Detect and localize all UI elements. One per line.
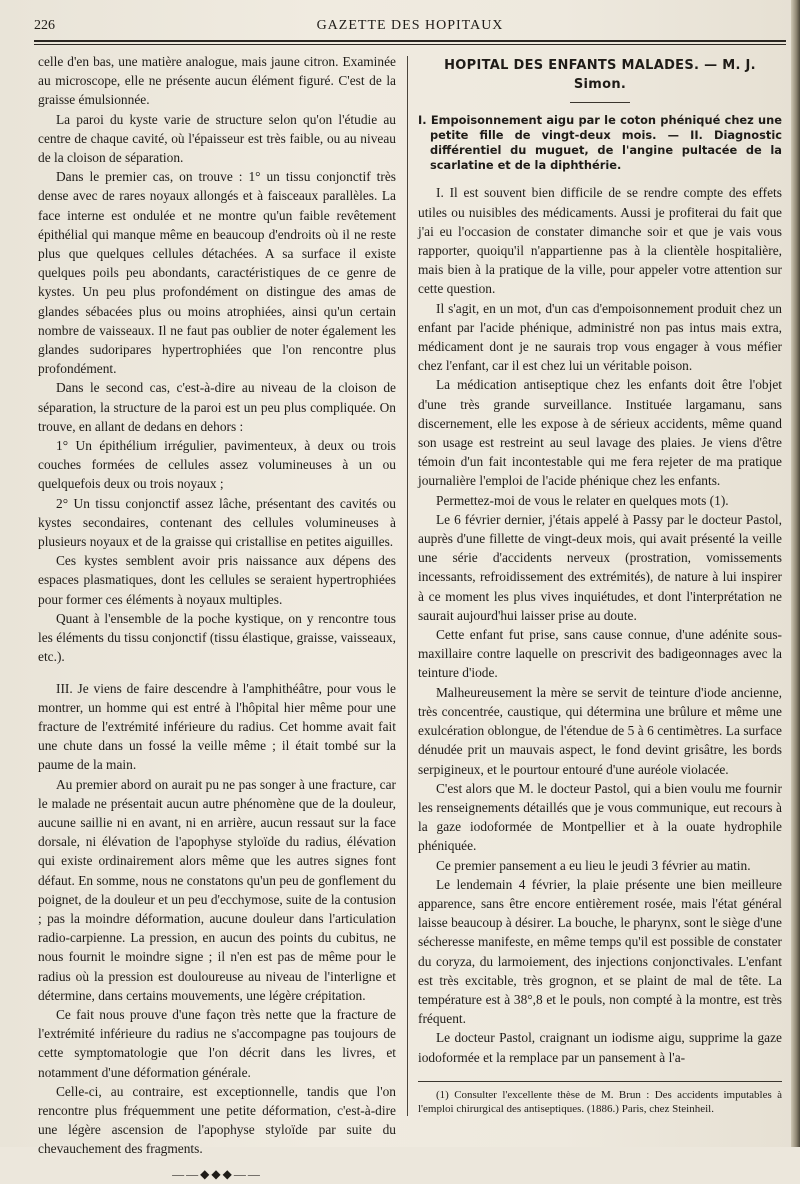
footnote-rule [418,1081,782,1082]
section-gap [38,667,396,679]
paragraph: Dans le second cas, c'est-à-dire au niveau de la cloison de séparation, la structure de la paroi est un peu plus compliquée. On trouve, en allant de dedans en dehors : [38,380,396,434]
column-divider [407,56,408,1116]
header-rule [34,40,786,42]
end-ornament: ——◆◆◆—— [172,1166,262,1181]
paragraph: Le lendemain 4 février, la plaie présente une bien meilleure apparence, sans être encore entièrement rosée, mais l'état général laisse beaucoup à désirer. La bouche, le pharynx, sont le siège d'une sécheresse manifeste, en même temps qu'il est possible de constater du coryza, du larmoiement, des injections conjonctivales. L'enfant est très excitable, très grognon, et se plaint de mal de tête. La température est à 38°,8 et le pouls, non compté à la montre, est très fréquent. [418,876,782,1027]
paragraph: Au premier abord on aurait pu ne pas songer à une fracture, car le malade ne présentait aucun autre phénomène que de la douleur, aucune saillie ni en avant, ni en arrière, aucun ressaut sur la face dorsale, ni élévation de l'apophyse styloïde du radius, élévation qui existe ordinairement alors même que les autres signes font défaut. En somme, nous ne constatons qu'un peu de gonflement du poignet, de la douleur et un peu d'ecchymose, suite de la contusion ; pas la moindre déformation, aucune douleur dans l'articulation radio-carpienne. La pression, en aucun des points du cubitus, ne nous fournit le moindre signe ; il n'en est pas de même pour le radius où la pression est douloureuse au niveau de l'interligne et détermine, dans certains mouvements, une légère crépitation. [38,776,396,1003]
paragraph: 1° Un épithélium irrégulier, pavimenteux, à deux ou trois couches formées de cellules assez volumineuses à un ou quelquefois deux ou trois noyaux ; [38,438,396,492]
footnote: (1) Consulter l'excellente thèse de M. Brun : Des accidents imputables à l'emploi chirurgical des antiseptiques. (1886.) Paris, chez Steinheil. [418,1088,782,1116]
paragraph: Malheureusement la mère se servit de teinture d'iode ancienne, très concentrée, caustique, qui détermina une brûlure et même une exulcération oblongue, de l'étendue de 5 à 6 centimètres. La surface dénudée prit un mauvais aspect, le fond devint grisâtre, les bords serpigineux, et le pourtour entouré d'une auréole violacée. [418,684,782,777]
page-edge-shadow [791,0,800,1147]
header-rule-thin [34,44,786,45]
article-summary: I. Empoisonnement aigu par le coton phéniqué chez une petite fille de vingt-deux mois. — II. Diagnostic différentiel du muguet, de l'angine pultacée de la scarlatine et de la diphthérie. [418,113,782,173]
page-number: 226 [34,18,55,33]
paragraph: III. Je viens de faire descendre à l'amphithéâtre, pour vous le montrer, un homme qui est entré à l'hôpital hier même pour une fracture de l'extrémité inférieure du radius. Cet homme avait fait une chute dans un fossé la veille même ; il était tombé sur la paume de la main. [38,680,396,773]
section-title: HOPITAL DES ENFANTS MALADES. — M. J. Simon. [444,58,756,93]
paragraph: Quant à l'ensemble de la poche kystique, on y rencontre tous les éléments du tissu conjonctif (tissu élastique, graisse, vaisseaux, etc.). [38,610,396,665]
paragraph: celle d'en bas, une matière analogue, mais jaune citron. Examinée au microscope, elle ne présente aucun élément figuré. C'est de la graisse émulsionnée. [38,54,396,108]
running-title: GAZETTE DES HOPITAUX [316,18,504,33]
paragraph: La médication antiseptique chez les enfants doit être l'objet d'une très grande surveillance. Instituée largamanu, sans discernement, elle les expose à de sérieux accidents, même quand son usage est restreint au seul lavage des plaies. Je viens d'être témoin d'un fait incontestable qui me fera rejeter de ma pratique journalière l'emploi de l'acide phénique chez les enfants. [418,377,782,489]
paragraph: Cette enfant fut prise, sans cause connue, d'une adénite sous-maxillaire contre laquelle on prescrivit des badigeonnages avec la teinture d'iode. [418,627,782,681]
paragraph: La paroi du kyste varie de structure selon qu'on l'étudie au centre de chaque cavité, où l'épaisseur est très faible, ou au niveau de la cloison de séparation. [38,111,396,166]
paragraph: Le 6 février dernier, j'étais appelé à Passy par le docteur Pastol, auprès d'une fillette de vingt-deux mois, qui avait présenté la veille une série d'accidents nerveux (prostration, vomissements incessants, refroidissement des extrémités), de nature à lui inspirer à ce moment les plus vives inquiétudes, et dont l'interprétation ne saurait aujourd'hui laisser prise au doute. [418,511,782,623]
paragraph: 2° Un tissu conjonctif assez lâche, présentant des cavités ou kystes secondaires, contenant des cellules volumineuses à plusieurs noyaux et de la graisse qui cristallise en petites aiguilles. [38,495,396,550]
paragraph: Ce premier pansement a eu lieu le jeudi 3 février au matin. [436,857,751,873]
paragraph: Dans le premier cas, on trouve : 1° un tissu conjonctif très dense avec de rares noyaux allongés et à faisceaux parallèles. La face interne est ondulée et ne montre qu'un faible revêtement épithélial qui manque même en beaucoup d'endroits où il ne reste plus que quelques cellules détachées. A sa surface il existe quelques poils peu abondants, caractéristiques de ce genre de kystes. Un peu plus profondément on distingue des amas de glandes sébacées plus ou moins atrophiées, ainsi qu'un certain nombre de vaisseaux. Il ne faut pas oublier de noter également les glandes sudoripares hypertrophiées que l'on rencontre plus profondément. [38,169,396,377]
paragraph: Le docteur Pastol, craignant un iodisme aigu, supprime la gaze iodoformée et la remplace par un pansement à l'a- [418,1030,782,1065]
page-header [34,14,786,38]
left-column [38,52,396,1184]
paragraph: I. Il est souvent bien difficile de se rendre compte des effets utiles ou nuisibles des médicaments. Aussi je profiterai du fait que j'ai eu l'occasion de constater dimanche soir et que je vais vous rapporter, quoiqu'il n'appartienne pas à la clientèle hospitalière, mais bien à la pratique de la ville, pour appeler votre attention sur cette question. [418,185,782,297]
right-column [418,52,782,1117]
paragraph: Ces kystes semblent avoir pris naissance aux dépens des espaces plasmatiques, dont les cellules se seraient hypertrophiées pour former ces éléments à noyaux multiples. [38,553,396,607]
paragraph: C'est alors que M. le docteur Pastol, qui a bien voulu me fournir les renseignements détaillés que je vous communique, eut recours à la gaze iodoformée de Montpellier et à la ouate hydrophile phéniquée. [418,780,782,854]
paragraph: Permettez-moi de vous le relater en quelques mots (1). [436,492,729,508]
paragraph: Il s'agit, en un mot, d'un cas d'empoisonnement produit chez un enfant par l'acide phénique, administré non pas intus mais extra, médicament dont je ne saurais trop vous engager à vous méfier chez l'enfant, car il est chez lui un véritable poison. [418,300,782,374]
section-rule [570,102,630,103]
paragraph: Ce fait nous prouve d'une façon très nette que la fracture de l'extrémité inférieure du radius ne s'accompagne pas toujours de cette symptomatologie que l'on décrit dans les livres, et notamment d'une déformation générale. [38,1006,396,1080]
paragraph: Celle-ci, au contraire, est exceptionnelle, tandis que l'on rencontre plus fréquemment une petite déformation, c'est-à-dire une légère ascension de l'apophyse styloïde par suite du chevauchement des fragments. [38,1083,396,1157]
